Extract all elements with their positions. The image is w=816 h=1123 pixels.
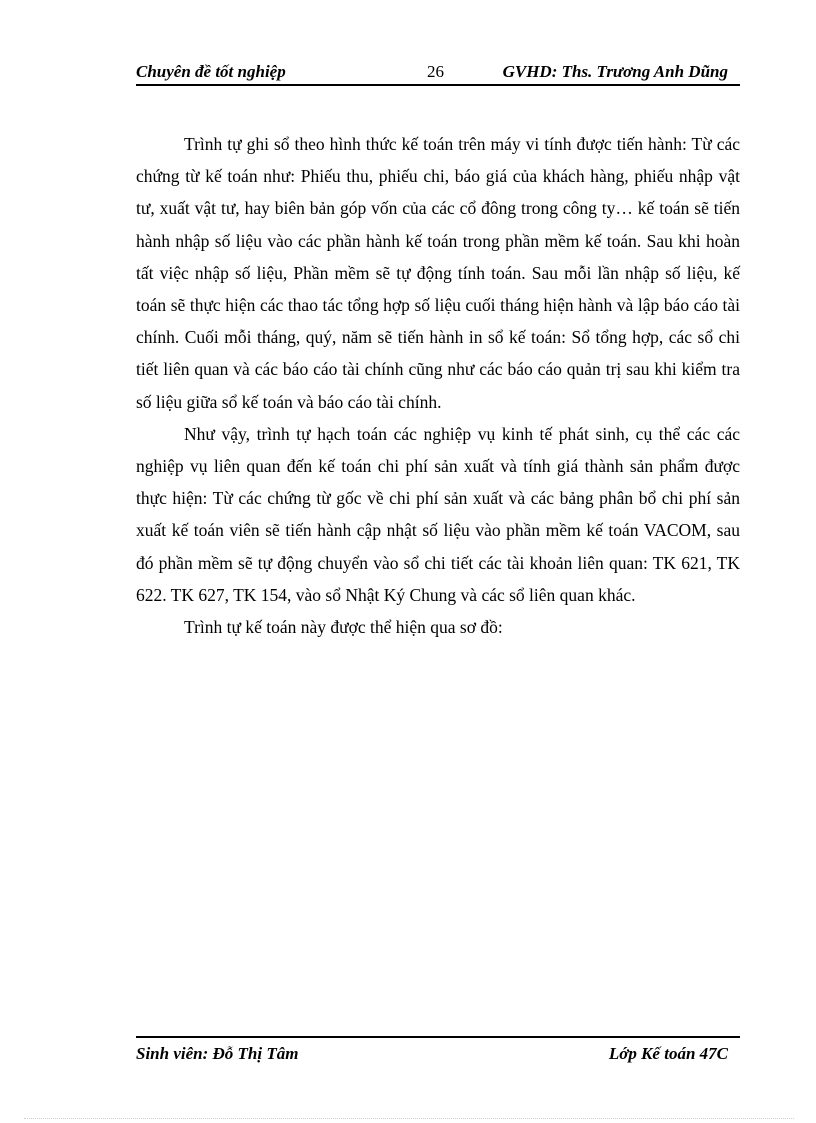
page-header bbox=[136, 60, 740, 86]
main-content bbox=[136, 128, 740, 643]
header-supervisor: GVHD: Ths. Trương Anh Dũng bbox=[502, 62, 728, 81]
paragraph-cost-accounting: Như vậy, trình tự hạch toán các nghiệp vụ kinh tế phát sinh, cụ thể các các nghiệp vụ liên quan đến kế toán chi phí sản xuất và tính giá thành sản phẩm được thực hiện: Từ các chứng từ gốc về chi phí sản xuất và các bảng phân bổ chi phí sản xuất kế toán viên sẽ tiến hành cập nhật số liệu vào phần mềm kế toán VACOM, sau đó phần mềm sẽ tự động chuyển vào sổ chi tiết các tài khoản liên quan: TK 621, TK 622. TK 627, TK 154, vào sổ Nhật Ký Chung và các sổ liên quan khác. bbox=[136, 423, 740, 605]
page-number: 26 bbox=[427, 62, 444, 81]
footer-class-name: Lớp Kế toán 47C bbox=[608, 1044, 728, 1063]
header-document-title: Chuyên đề tốt nghiệp bbox=[136, 62, 286, 81]
page-footer bbox=[136, 1036, 740, 1064]
footer-student-name: Sinh viên: Đỗ Thị Tâm bbox=[136, 1044, 299, 1063]
paragraph-diagram-intro: Trình tự kế toán này được thể hiện qua sơ đồ: bbox=[184, 617, 503, 638]
paragraph-recording-procedure: Trình tự ghi sổ theo hình thức kế toán trên máy vi tính được tiến hành: Từ các chứng từ kế toán như: Phiếu thu, phiếu chi, báo giá của khách hàng, phiếu nhập vật tư, xuất vật tư, hay biên bản góp vốn của các cổ đông trong công ty… kế toán sẽ tiến hành nhập số liệu vào các phần hành kế toán trong phần mềm kế toán. Sau khi hoàn tất việc nhập số liệu, Phần mềm sẽ tự động tính toán. Sau mỗi lần nhập số liệu, kế toán sẽ thực hiện các thao tác tổng hợp số liệu cuối tháng hiện hành và lập báo cáo tài chính. Cuối mỗi tháng, quý, năm sẽ tiến hành in sổ kế toán: Sổ tổng hợp, các sổ chi tiết liên quan và các báo cáo tài chính cũng như các báo cáo quản trị sau khi kiểm tra số liệu giữa sổ kế toán và báo cáo tài chính. bbox=[136, 134, 740, 412]
page-bottom-edge bbox=[24, 1118, 794, 1119]
